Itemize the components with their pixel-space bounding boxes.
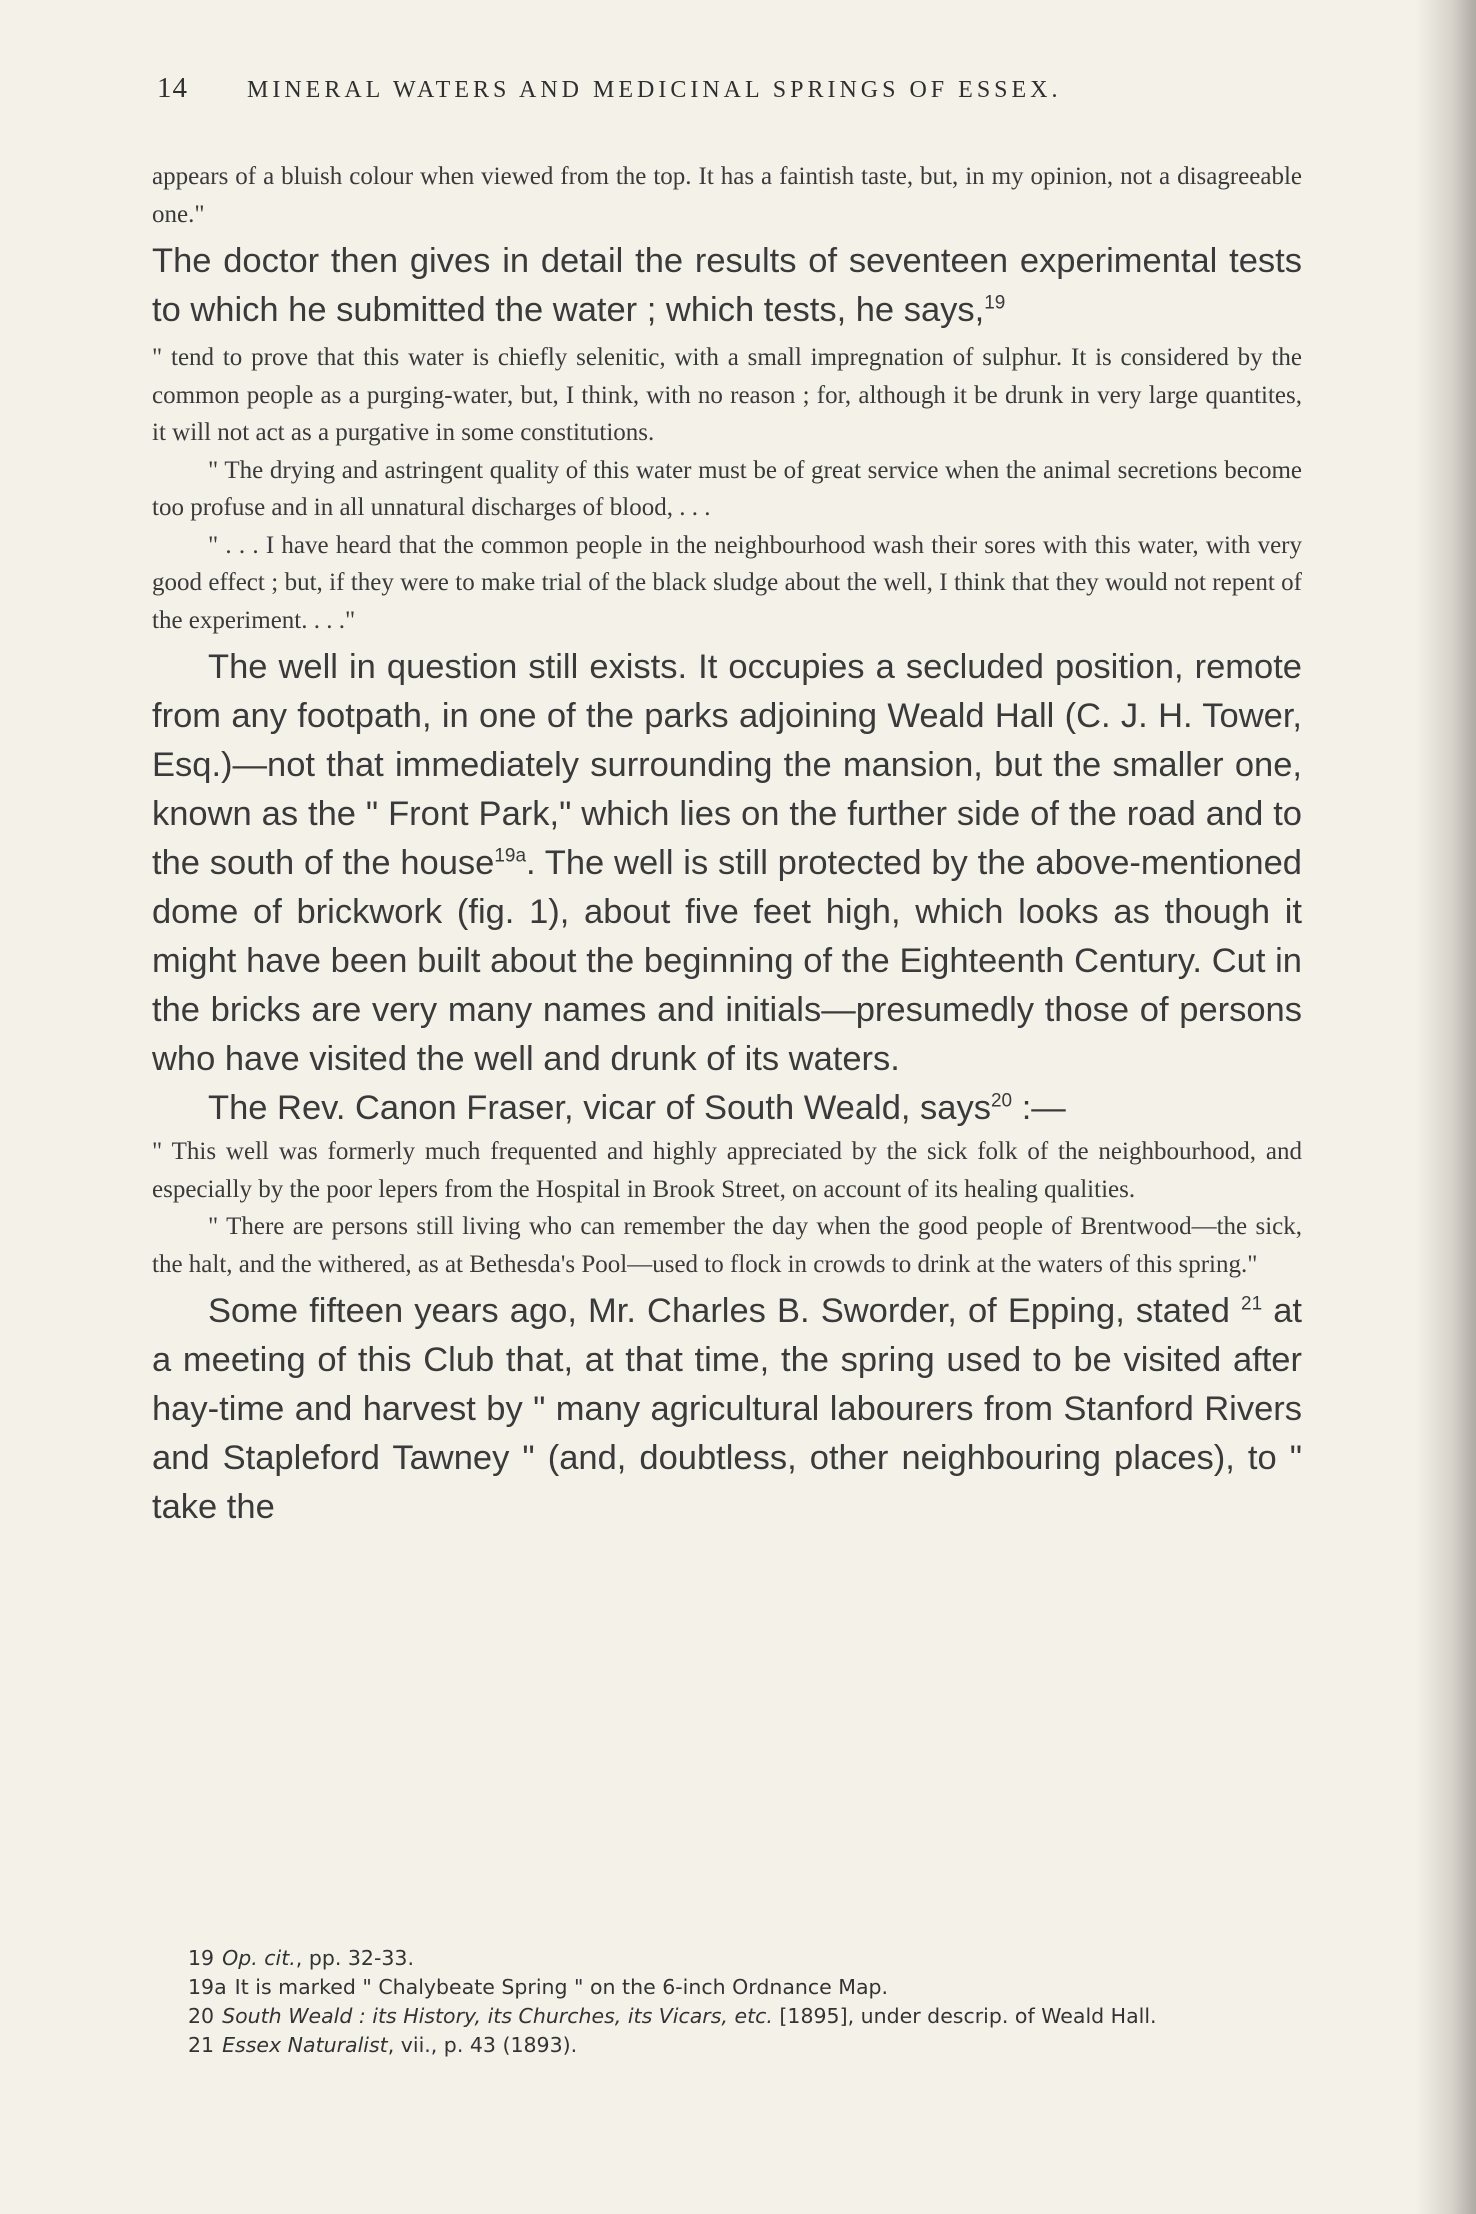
quote-astringent: " The drying and astringent quality of this water must be of great service when the animal secretions become too profuse and in all unnatural discharges of blood, . . .	[152, 456, 1302, 521]
paragraph-text: The doctor then gives in detail the results of seventeen experimental tests to which he submitted the water ; which tests, he says,	[152, 242, 1302, 329]
page-edge-shadow	[1416, 0, 1476, 2214]
paragraph-text: Some fifteen years ago, Mr. Charles B. Sworder, of Epping, stated	[208, 1292, 1242, 1330]
paragraph-well-exists	[152, 643, 1302, 1084]
footnote-ref: 19	[984, 292, 1006, 314]
running-head	[152, 72, 1302, 112]
footnote-21	[148, 2031, 1298, 2060]
footnote-number: 19	[188, 1946, 215, 1970]
paragraph-text: at a meeting of this Club that, at that time, the spring used to be visited after hay-time and harvest by " many agricultural labourers from Stanford Rivers and Stapleford Tawney " (and, doubtless, other neighbouring places), to " take the	[152, 1292, 1302, 1526]
footnote-19	[148, 1944, 1298, 1973]
footnote-text: [1895], under descrip. of Weald Hall.	[772, 2004, 1157, 2028]
paragraph-text: :—	[1012, 1089, 1066, 1127]
footnote-italic: Op. cit.	[222, 1946, 296, 1970]
quote-continuation: appears of a bluish colour when viewed from the top. It has a faintish taste, but, in my opinion, not a disagreeable one."	[152, 163, 1302, 228]
footnote-ref: 21	[1241, 1293, 1263, 1315]
footnote-text: It is marked " Chalybeate Spring " on the 6-inch Ordnance Map.	[234, 1975, 889, 1999]
footnotes	[148, 1944, 1298, 2060]
quote-sores: " . . . I have heard that the common people in the neighbourhood wash their sores with this water, with very good effect ; but, if they were to make trial of the black sludge about the well, I think that they would not repent of the experiment. . . ."	[152, 531, 1302, 634]
footnote-text: , pp. 32-33.	[295, 1946, 414, 1970]
paragraph-canon-fraser	[152, 1084, 1302, 1133]
footnote-19a	[148, 1973, 1298, 2002]
footnote-number: 21	[188, 2033, 215, 2057]
paragraph-text: The well in question still exists. It occupies a secluded position, remote from any footpath, in one of the parks adjoining Weald Hall (C. J. H. Tower, Esq.)—not that immediately surrounding the mansion, but the smaller one, known as the " Front Park," which lies on the further side of the road and to the south of the house	[152, 648, 1302, 882]
footnote-italic: Essex Naturalist	[222, 2033, 388, 2057]
footnote-number: 20	[188, 2004, 215, 2028]
footnote-ref: 20	[991, 1090, 1013, 1112]
footnote-text: , vii., p. 43 (1893).	[387, 2033, 578, 2057]
page-number: 14	[157, 72, 188, 104]
quote-selenitic: " tend to prove that this water is chiefly selenitic, with a small impregnation of sulphur. It is considered by the common people as a purging-water, but, I think, with no reason ; for, although it be drunk in very large quantites, it will not act as a purgative in some constitutions.	[152, 344, 1302, 446]
footnote-number: 19a	[188, 1975, 227, 1999]
quote-bethesda: " There are persons still living who can remember the day when the good people of Brentwood—the sick, the halt, and the withered, as at Bethesda's Pool—used to flock in crowds to drink at the waters of this spring."	[152, 1213, 1302, 1278]
footnote-italic: South Weald : its History, its Churches, its Vicars, etc.	[222, 2004, 773, 2028]
footnote-20	[148, 2002, 1298, 2031]
paragraph-sworder	[152, 1287, 1302, 1532]
page-body	[152, 72, 1302, 1532]
footnote-ref: 19a	[494, 845, 527, 867]
paragraph-text: . The well is still protected by the above-mentioned dome of brickwork (fig. 1), about five feet high, which looks as though it might have been built about the beginning of the Eighteenth Century. Cut in the bricks are very many names and initials—presumedly those of persons who have visited the well and drunk of its waters.	[152, 844, 1302, 1078]
running-title: MINERAL WATERS AND MEDICINAL SPRINGS OF ESSEX.	[247, 77, 1062, 103]
paragraph-text: The Rev. Canon Fraser, vicar of South Weald, says	[208, 1089, 991, 1127]
paragraph-doctor-tests	[152, 237, 1302, 335]
quote-lepers: " This well was formerly much frequented and highly appreciated by the sick folk of the neighbourhood, and especially by the poor lepers from the Hospital in Brook Street, on account of its healing qualities.	[152, 1138, 1302, 1203]
